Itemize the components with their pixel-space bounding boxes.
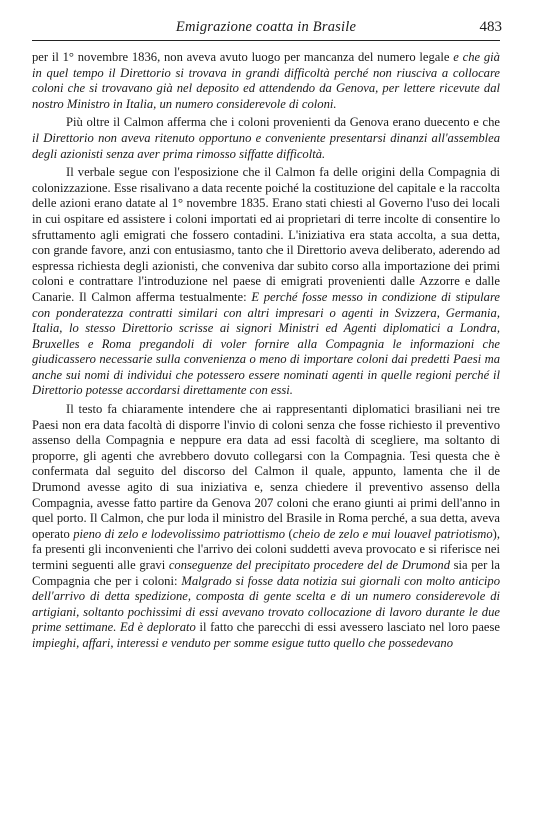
italic-text-segment: Malgrado si fosse data notizia sui giornali con molto anticipo dell'arrivo di detta spedizione, composta di gente scelta e di un numero considerevole di artigiani, soltanto pochissimi di essi avevano trovato collocazione di lavoro durante le due prime settimane. Ed è deplorato — [32, 573, 500, 635]
body-text — [32, 50, 500, 655]
paragraph — [32, 165, 500, 399]
page-number: 483 — [479, 19, 502, 35]
italic-text-segment: conseguenze del precipitato procedere del de Drumond — [168, 558, 450, 572]
text-segment: sia per la Compagnia che per i coloni: — [32, 558, 500, 588]
paragraph — [32, 402, 500, 652]
text-segment: il fatto che parecchi di essi avessero lasciato nel loro paese — [195, 620, 500, 635]
paragraph — [32, 115, 500, 162]
text-segment: Il testo fa chiaramente intendere che ai rappresentanti diplomatici brasiliani nei tre Paesi non era data facoltà di disporre l'invio di coloni senza che fosse richiesto il preventivo assenso della Compagnia e neppure era data ad essi facoltà di sceglierе, ma soltanto di proporre, gli agenti che avrebbero dovuto collegarsi con la Compagnia. Tesi questa che è confermata dal seguito del discorso del Calmon il quale, appunto, lamenta che il de Drumond avesse agito di sua iniziativa e, senza chiedere il preventivo assenso della Compagnia, avesse fatto partire da Genova 207 coloni che erano giunti ai primi dell'anno in quel porto. Il Calmon, che pur loda il ministro del Brasile in Roma perché, a sua detta, aveva operato — [32, 402, 500, 541]
text-segment: ), fa presenti gli inconvenienti che l'arrivo dei coloni suddetti aveva provocato e si riferisce nei termini seguenti alle gravi — [32, 526, 500, 572]
italic-text-segment: pieno di zelo e lodevolissimo patriottismo — [73, 526, 286, 541]
paragraph — [32, 50, 500, 112]
page-header — [32, 16, 500, 41]
italic-text-segment: E perché fosse messo in condizione di stipulare con ponderatezza contratti similari con altri impresari o agenti in Svizzera, Germania, Italia, lo stesso Direttorio scrisse ai signori Ministri ed Agenti diplomatici a Londra, Bruxelles e Roma pregandoli di voler fornire alla Compagnia le informazioni che giudicassero necessarie sulla convenienza o meno di importare coloni dai predetti Paesi ma anche sui nomi di individui che potessero essere nominati agenti in quelle regioni perché il Direttorio potesse accordarsi direttamente con essi. — [32, 289, 500, 398]
text-segment: Il verbale segue con l'esposizione che il Calmon fa delle origini della Compagnia di colonizzazione. Esse risalivano a data recente poiché la costituzione del capitale e la raccolta delle azioni erano datate al 1° novembre 1835. Erano stati chiesti al Governo l'uso dei locali in cui ospitare ed assistere i coloni importati ed ai proprietari di terre incolte di consentire lo sfruttamento agli emigrati che fossero contadini. L'iniziativa era stata accolta, a sua detta, con grande favore, anzi con entusiasmo, tanto che il Direttorio aveva deliberato, aderendo ad espressa richiesta degli azionisti, che conveniva dar subito corso alla importazione dei primi coloni e contrattare l'introduzione nel paese di emigrati provenienti dalle Azzorre e dalle Canarie. Il Calmon afferma testualmente: — [32, 165, 500, 304]
italic-text-segment: impieghi, affari, interessi e venduto per somme esigue tutto quello che possedevano — [32, 635, 453, 650]
italic-text-segment: il Direttorio non aveva ritenuto opportuno e conveniente presentarsi dinanzi all'assemblea degli azionisti senza aver prima rimosso siffatte difficoltà. — [32, 130, 500, 161]
italic-text-segment: e che già in quel tempo il Direttorio si trovava in grandi difficoltà perché non riusciva a collocare coloni che si trovavano già nel deposito ed attendendo da Genova, per lettere ricevute dal nostro Ministro in Italia, un numero considerevole di coloni. — [32, 50, 500, 111]
text-segment: Più oltre il Calmon afferma che i coloni provenienti da Genova erano duecento e che — [66, 115, 500, 130]
text-segment: per il 1° novembre 1836, non aveva avuto luogo per mancanza del numero legale — [32, 50, 454, 64]
text-segment: ( — [285, 526, 293, 541]
italic-text-segment: cheio de zelo e mui louavel patriotismo — [292, 526, 493, 541]
running-title: Emigrazione coatta in Brasile — [175, 19, 357, 35]
